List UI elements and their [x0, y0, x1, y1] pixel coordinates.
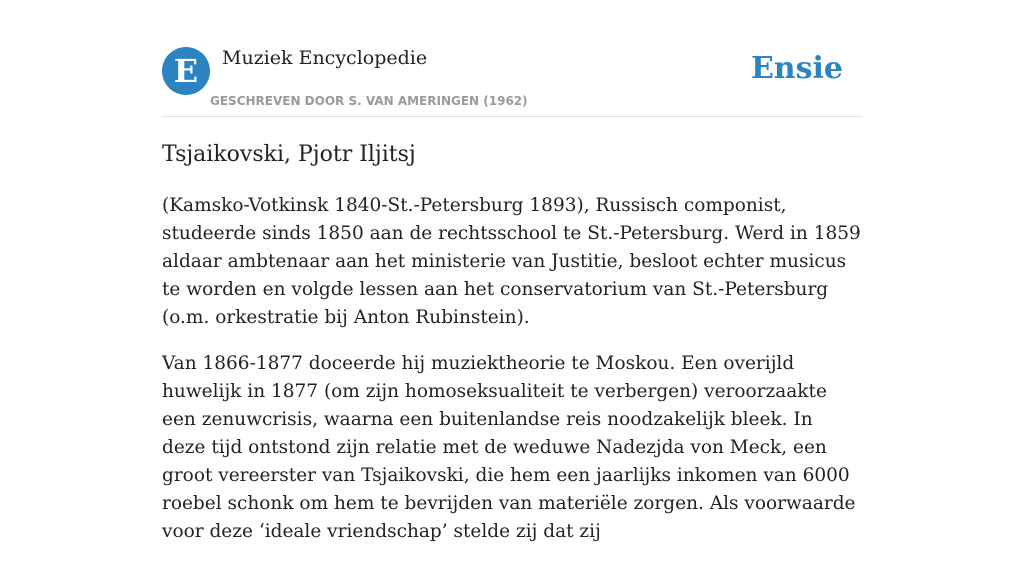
article-paragraph: (Kamsko-Votkinsk 1840-St.-Petersburg 1893), Russisch componist, studeerde sinds 1850 aan de rechtsschool te St.-Petersburg. Werd in 1859 aldaar ambtenaar aan het ministerie van Justitie, besloot echter musicus te worden en volgde lessen aan het conservatorium van St.-Petersburg (o.m. orkestratie bij Anton Rubinstein). [162, 195, 861, 328]
author-byline: GESCHREVEN DOOR S. VAN AMERINGEN (1962) [210, 94, 528, 108]
article-body [162, 192, 862, 564]
content-container [162, 0, 862, 542]
ensie-brand-logo[interactable]: Ensie [750, 51, 843, 86]
site-logo-icon[interactable]: E [162, 47, 210, 95]
article-paragraph: Van 1866-1877 doceerde hij muziektheorie te Moskou. Een overijld huwelijk in 1877 (om zijn homoseksualiteit te verbergen) veroorzaakte een zenuwcrisis, waarna een buitenlandse reis noodzakelijk bleek. In deze tijd ontstond zijn relatie met de weduwe Nadezjda von Meck, een groot vereerster van Tsjaikovski, die hem een jaarlijks inkomen van 6000 roebel schonk om hem te bevrijden van materiële zorgen. Als voorwaarde voor deze ‘ideale vriendschap’ stelde zij dat zij [162, 353, 856, 542]
site-title-link[interactable]: Muziek Encyclopedie [222, 47, 428, 69]
site-header [162, 0, 862, 117]
article-title: Tsjaikovski, Pjotr Iljitsj [162, 142, 416, 167]
